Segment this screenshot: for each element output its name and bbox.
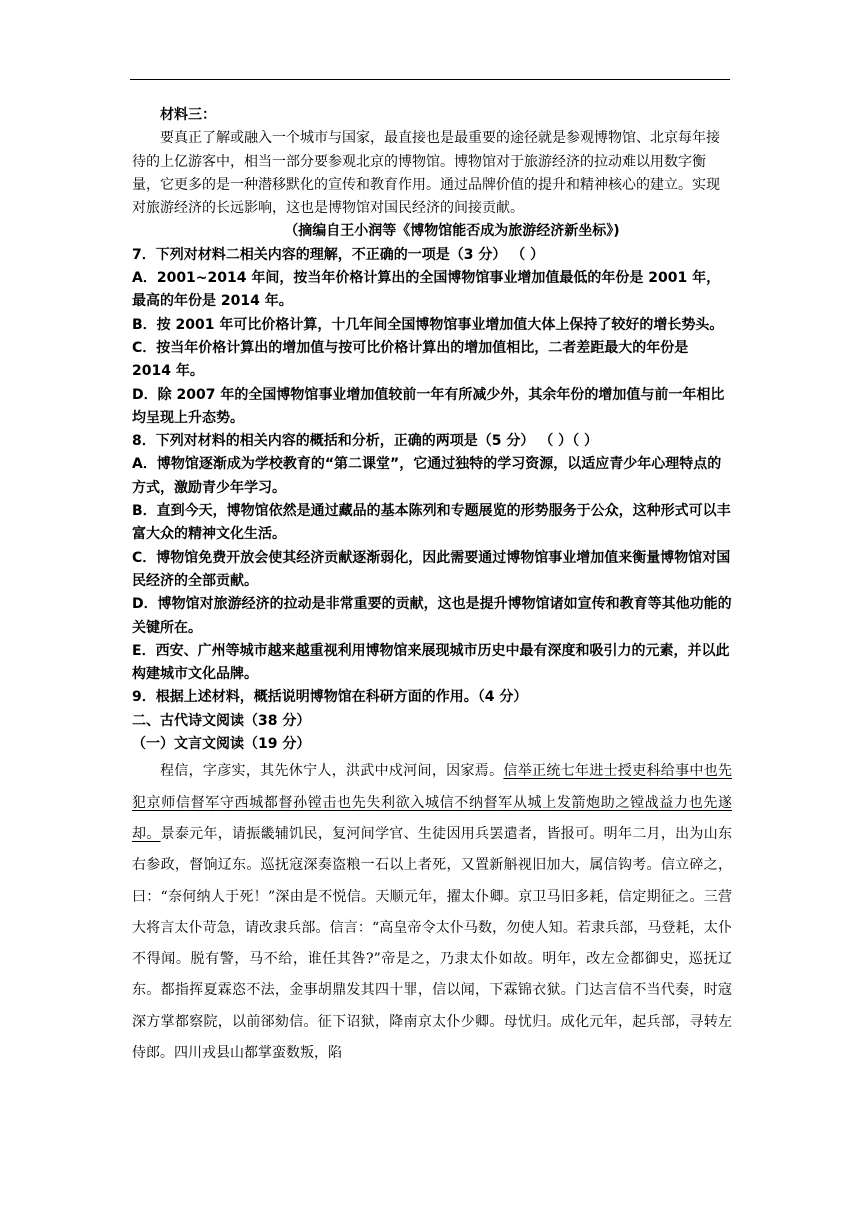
question-7 [132, 244, 732, 430]
question-7-stem: 7．下列对材料二相关内容的理解，不正确的一项是（3 分） （ ） [132, 246, 545, 263]
question-8-stem: 8．下列对材料的相关内容的概括和分析，正确的两项是（5 分） （ ）（ ） [132, 433, 598, 450]
question-8-option-a: A．博物馆逐渐成为学校教育的“第二课堂”，它通过独特的学习资源，以适应青少年心理特点的方式，激励青少年学习。 [132, 456, 722, 496]
classical-passage-intro: 程信，字彦实，其先休宁人，洪武中戍河间，因家焉。 [160, 763, 504, 780]
question-8-option-e: E．西安、广州等城市越来越重视利用博物馆来展现城市历史中最有深度和吸引力的元素，并以此构建城市文化品牌。 [132, 642, 730, 683]
material3-heading: 材料三： [160, 107, 216, 123]
material3-source: （摘编自王小润等《博物馆能否成为旅游经济新坐标》) [284, 223, 620, 240]
question-8-option-d: D．博物馆对旅游经济的拉动是非常重要的贡献，这也是提升博物馆诸如宣传和教育等其他功能的关键所在。 [132, 596, 732, 636]
question-8-option-c: C．博物馆免费开放会使其经济贡献逐渐弱化，因此需要通过博物馆事业增加值来衡量博物馆对国民经济的全部贡献。 [132, 549, 731, 589]
classical-passage-rest: 景泰元年，请振畿辅饥民，复河间学官、生徒因用兵罢遣者，皆报可。明年二月，出为山东右参政，督饷辽东。巡抚寇深奏盗粮一石以上者死，又置新斛视旧加大，属信钩考。信立碎之，曰：“奈何纳人于死！”深由是不悦信。天顺元年，擢太仆卿。京卫马旧多耗，信定期征之。三营大将言太仆苛急，请改隶兵部。信言：“高皇帝令太仆马数，勿使人知。若隶兵部，马登耗，太仆不得闻。脱有警，马不给，谁任其咎?”帝是之，乃隶太仆如故。明年，改左佥都御史，巡抚辽东。都指挥夏霖恣不法，金事胡鼎发其四十罪，信以闻，下霖锦衣狱。门达言信不当代奏，时寇深方掌都察院，以前郤劾信。征下诏狱，降南京太仆少卿。母忧归。成化元年，起兵部，寻转左侍郎。四川戎县山都掌蛮数叛，陷 [132, 825, 733, 1061]
question-8-option-b: B．直到今天，博物馆依然是通过藏品的基本陈列和专题展览的形势服务于公众，这种形式可以丰富大众的精神文化生活。 [132, 503, 731, 543]
header-rule [130, 79, 730, 80]
question-8 [132, 430, 732, 686]
material3-body: 要真正了解或融入一个城市与国家，最直接也是最重要的途径就是参观博物馆、北京每年接待的上亿游客中，相当一部分要参观北京的博物馆。博物馆对于旅游经济的拉动难以用数字衡量，它更多的是一种潜移默化的宣传和教育作用。通过品牌价值的提升和精神核心的建立。实现对旅游经济的长远影响，这也是博物馆对国民经济的间接贡献。 [132, 130, 720, 217]
question-7-option-b: B．按 2001 年可比价格计算，十几年间全国博物馆事业增加值大体上保持了较好的增长势头。 [132, 316, 724, 333]
section-2-title: 二、古代诗文阅读（38 分） [132, 712, 311, 729]
classical-passage-underlined: 信举正统七年进士授吏科给事中也先犯京师信督军守西城都督孙镗击也先失利欲入城信不纳督军从城上发箭炮助之镗战益力也先遂却。 [132, 763, 733, 842]
classical-passage [132, 756, 732, 1069]
question-7-option-a: A．2001~2014 年间，按当年价格计算出的全国博物馆事业增加值最低的年份是 2001 年，最高的年份是 2014 年。 [132, 270, 721, 310]
document-body [132, 104, 732, 1083]
section-2-subtitle: （一）文言文阅读（19 分） [132, 736, 311, 753]
question-7-option-d: D．除 2007 年的全国博物馆事业增加值较前一年有所减少外，其余年份的增加值与前一年相比均呈现上升态势。 [132, 386, 725, 426]
question-9-stem: 9．根据上述材料，概括说明博物馆在科研方面的作用。（4 分） [132, 689, 528, 706]
question-7-option-c: C．按当年价格计算出的增加值与按可比价格计算出的增加值相比，二者差距最大的年份是 2014 年。 [132, 339, 689, 380]
